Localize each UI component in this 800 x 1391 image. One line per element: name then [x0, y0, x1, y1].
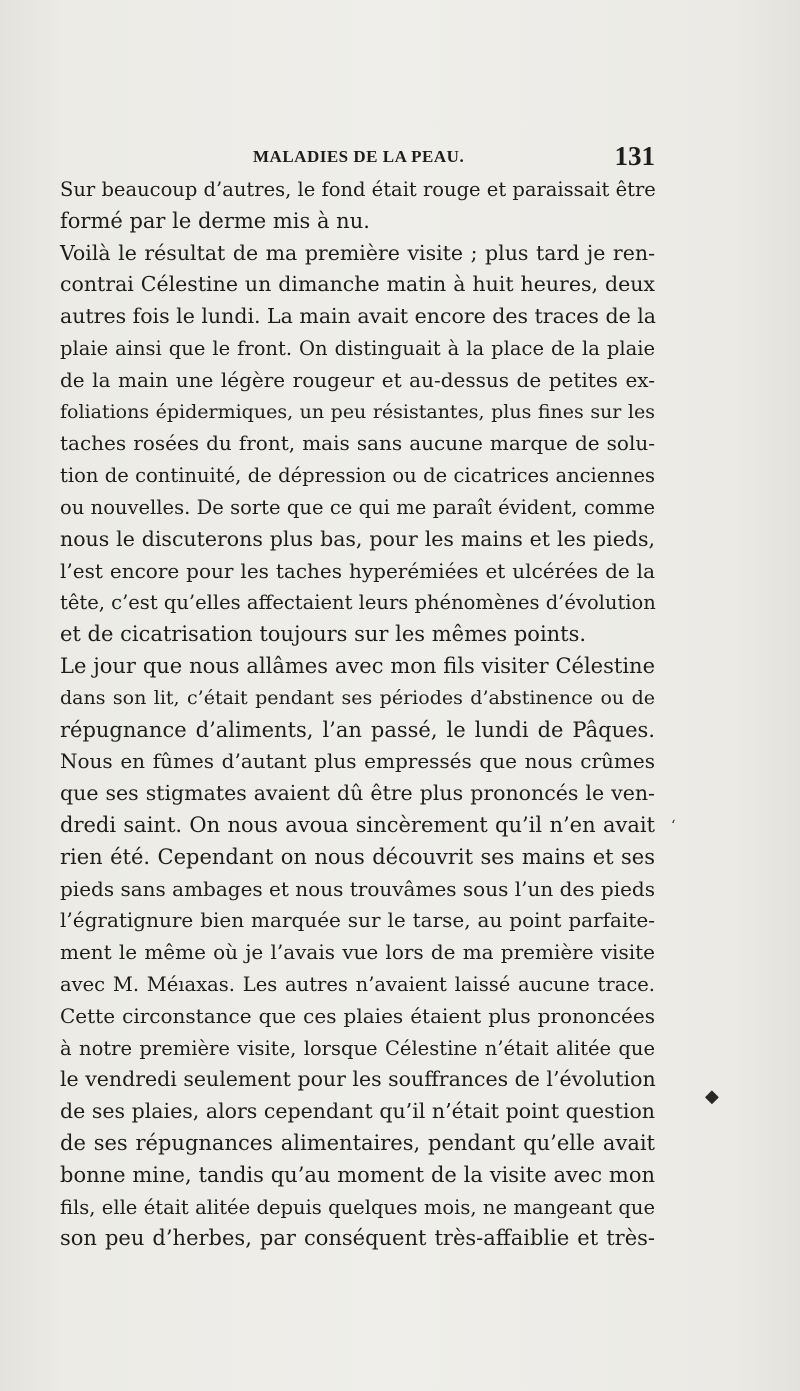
text-line: de ses plaies, alors cependant qu’il n’était point question — [60, 1099, 655, 1124]
text-line: tête, c’est qu’elles affectaient leurs phénomènes d’évolution — [60, 591, 656, 615]
text-line: contrai Célestine un dimanche matin à huit heures, deux — [60, 272, 655, 297]
page-number: 131 — [614, 141, 655, 171]
text-line: plaie ainsi que le front. On distinguait à la place de la plaie — [60, 336, 655, 360]
text-line: et de cicatrisation toujours sur les mêmes points. — [60, 622, 587, 647]
text-line: formé par le derme mis à nu. — [60, 208, 370, 233]
text-line: fils, elle était alitée depuis quelques mois, ne mangeant que — [60, 1195, 655, 1219]
text-line: Le jour que nous allâmes avec mon fils visiter Célestine — [60, 653, 655, 678]
text-line: pieds sans ambages et nous trouvâmes sous l’un des pieds — [60, 876, 655, 901]
text-line: bonne mine, tandis qu’au moment de la visite avec mon — [60, 1162, 655, 1187]
text-line: ment le même où je l’avais vue lors de ma première visite — [60, 940, 655, 965]
text-line: Cette circonstance que ces plaies étaient plus prononcées — [60, 1003, 655, 1028]
text-line: taches rosées du front, mais sans aucune marque de solu- — [60, 431, 655, 456]
text-line: Voilà le résultat de ma première visite ; plus tard je ren- — [60, 240, 655, 265]
stray-tick-mark: ‘ — [671, 818, 676, 834]
text-line: Sur beaucoup d’autres, le fond était rouge et paraissait être — [60, 178, 656, 201]
text-line: l’égratignure bien marquée sur le tarse, au point parfaite- — [60, 908, 655, 933]
text-line: tion de continuité, de dépression ou de cicatrices anciennes — [60, 464, 655, 488]
text-line: nous le discuterons plus bas, pour les mains et les pieds, — [60, 526, 655, 551]
running-title: MALADIES DE LA PEAU. — [253, 147, 465, 166]
stray-ink-mark: ◆ — [705, 1086, 719, 1107]
text-line: dredi saint. On nous avoua sincèrement qu’il n’en avait — [60, 812, 655, 837]
text-line: autres fois le lundi. La main avait encore des traces de la — [60, 304, 657, 329]
text-line: Nous en fûmes d’autant plus empressés que nous crûmes — [60, 749, 655, 774]
text-line: foliations épidermiques, un peu résistantes, plus fines sur les — [60, 400, 655, 423]
text-line: ou nouvelles. De sorte que ce qui me paraît évident, comme — [60, 495, 655, 519]
text-line: dans son lit, c’était pendant ses périodes d’abstinence ou de — [60, 686, 655, 709]
text-line: le vendredi seulement pour les souffrances de l’évolution — [60, 1067, 656, 1092]
text-line: que ses stigmates avaient dû être plus prononcés le ven- — [60, 781, 655, 806]
text-line: de la main une légère rougeur et au-dessus de petites ex- — [60, 367, 655, 392]
body-text — [60, 174, 655, 1255]
running-head — [60, 143, 655, 173]
text-line: de ses répugnances alimentaires, pendant qu’elle avait — [60, 1130, 655, 1155]
text-line: rien été. Cependant on nous découvrit ses mains et ses — [60, 844, 655, 869]
text-line: son peu d’herbes, par conséquent très-affaiblie et très- — [60, 1226, 655, 1251]
text-line: répugnance d’aliments, l’an passé, le lundi de Pâques. — [60, 717, 655, 742]
text-line: à notre première visite, lorsque Célestine n’était alitée que — [60, 1036, 655, 1060]
text-line: l’est encore pour les taches hyperémiées et ulcérées de la — [60, 558, 655, 583]
text-line: avec M. Méıaxas. Les autres n’avaient laissé aucune trace. — [60, 972, 655, 996]
